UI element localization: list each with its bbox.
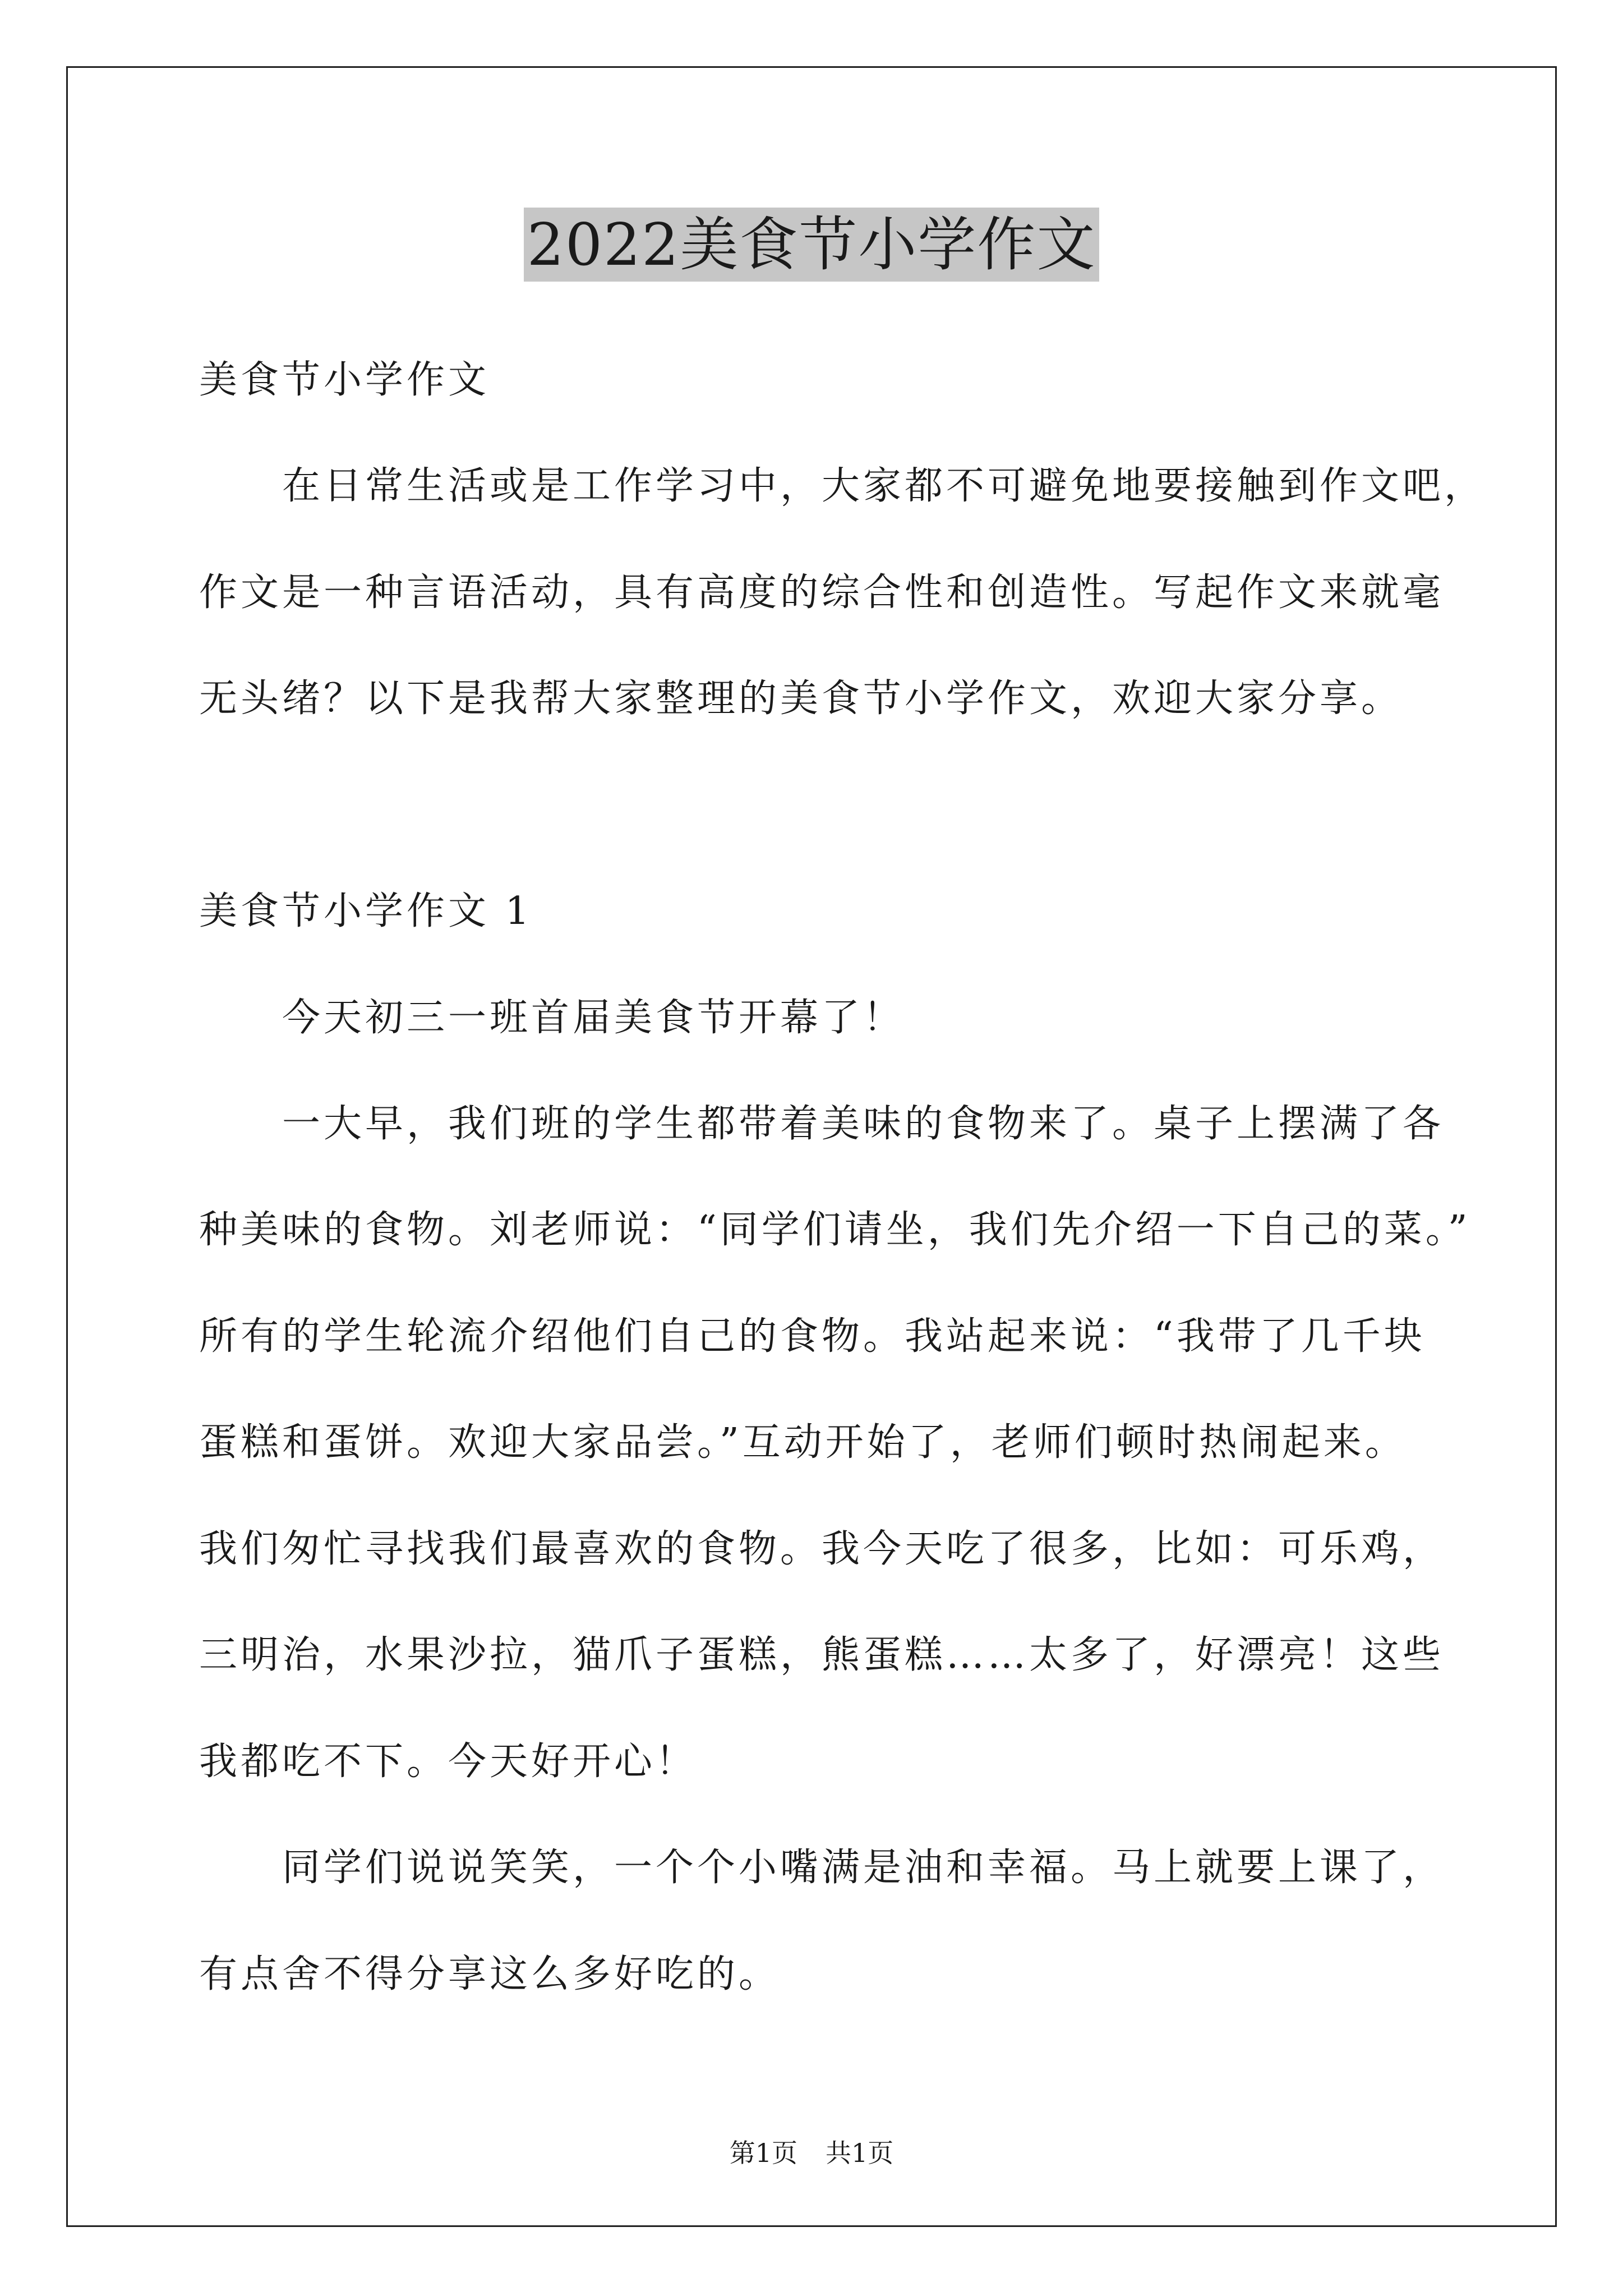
body-line: 今天初三一班首届美食节开幕了！ (199, 996, 905, 1040)
intro-line: 无头绪？以下是我帮大家整理的美食节小学作文，欢迎大家分享。 (199, 677, 1403, 721)
page-total: 共1页 (826, 2138, 894, 2168)
intro-line: 在日常生活或是工作学习中，大家都不可避免地要接触到作文吧， (199, 464, 1486, 508)
body-line: 种美味的食物。刘老师说：“同学们请坐，我们先介绍一下自己的菜。” (199, 1208, 1471, 1252)
body-line: 我都吃不下。今天好开心！ (199, 1740, 698, 1784)
body-line: 所有的学生轮流介绍他们自己的食物。我站起来说：“我带了几千块 (199, 1314, 1426, 1359)
page-footer (0, 2136, 1623, 2170)
body-line: 三明治，水果沙拉，猫爪子蛋糕，熊蛋糕……太多了，好漂亮！这些 (199, 1633, 1445, 1677)
document-title: 2022美食节小学作文 (524, 208, 1100, 282)
body-line: 有点舍不得分享这么多好吃的。 (199, 1952, 781, 1996)
page-number: 第1页 (729, 2138, 797, 2168)
body-line: 一大早，我们班的学生都带着美味的食物来了。桌子上摆满了各 (199, 1102, 1445, 1146)
intro-line: 作文是一种言语活动，具有高度的综合性和创造性。写起作文来就毫 (199, 570, 1445, 615)
section-heading: 美食节小学作文 1 (199, 889, 533, 933)
title-container (0, 208, 1623, 282)
body-line: 蛋糕和蛋饼。欢迎大家品尝。”互动开始了，老师们顿时热闹起来。 (199, 1420, 1407, 1465)
subtitle: 美食节小学作文 (199, 358, 490, 402)
body-line: 我们匆忙寻找我们最喜欢的食物。我今天吃了很多，比如：可乐鸡， (199, 1527, 1445, 1571)
body-line: 同学们说说笑笑，一个个小嘴满是油和幸福。马上就要上课了， (199, 1846, 1445, 1890)
